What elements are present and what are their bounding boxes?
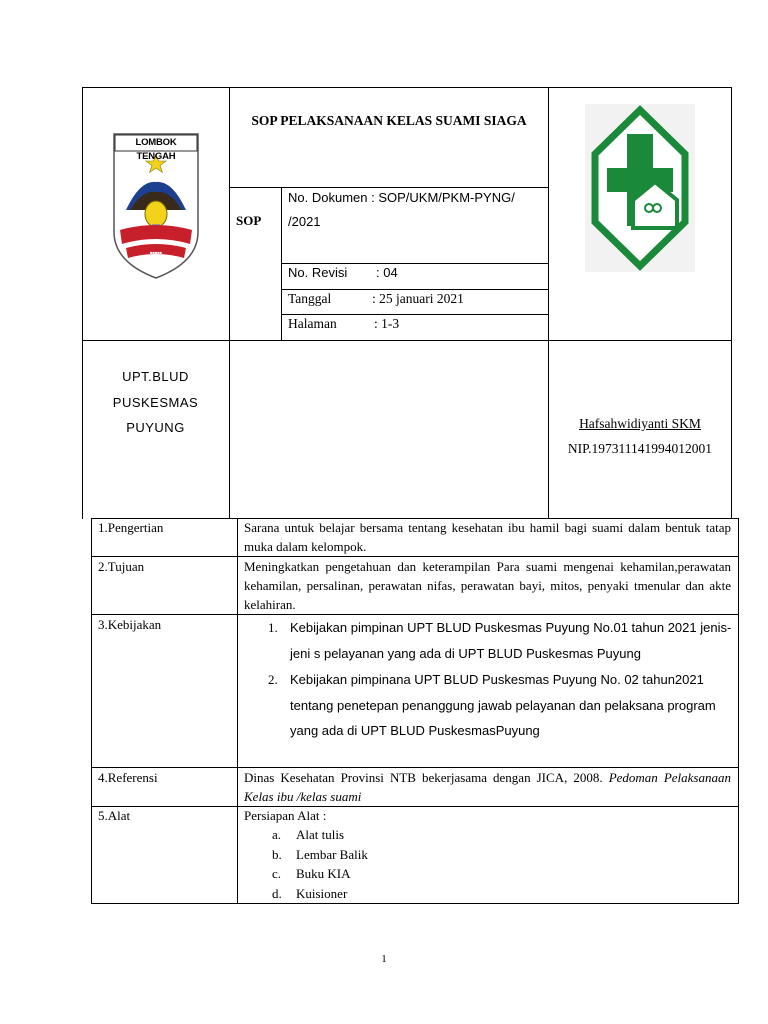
org-line-1: UPT.BLUD <box>122 369 189 384</box>
list-item <box>244 667 734 744</box>
org-name <box>82 364 229 441</box>
row-label-pengertian: 1.Pengertian <box>98 520 164 535</box>
revision-value: : 04 <box>376 265 398 280</box>
alat-intro: Persiapan Alat : <box>244 808 327 823</box>
list-letter: b. <box>272 846 282 862</box>
date-value: : 25 januari 2021 <box>372 291 464 306</box>
revision-label: No. Revisi <box>288 265 348 280</box>
list-letter: a. <box>272 827 282 842</box>
row-text-pengertian: Sarana untuk belajar bersama tentang kesehatan ibu hamil bagi suami dalam bentuk tatap muka dalam kelompok. <box>244 520 731 554</box>
alat-list <box>244 825 724 903</box>
list-text: Kebijakan pimpinan UPT BLUD Puskesmas Puyung No.01 tahun 2021 jenis-jeni s pelayanan yang ada di UPT BLUD Puskesmas Puyung <box>290 620 732 661</box>
list-number: 1. <box>268 620 278 635</box>
list-item <box>244 615 734 666</box>
document-title: SOP PELAKSANAAN KELAS SUAMI SIAGA <box>251 113 527 128</box>
signer-name: Hafsahwidiyanti SKM <box>579 416 701 431</box>
row-label-referensi: 4.Referensi <box>98 770 158 785</box>
list-text: Lembar Balik <box>296 846 368 862</box>
sop-label: SOP <box>236 213 262 228</box>
kebijakan-list <box>244 615 734 744</box>
row-label-tujuan: 2.Tujuan <box>98 559 145 574</box>
document-number: No. Dokumen : SOP/UKM/PKM-PYNG/ /2021 <box>288 190 515 229</box>
list-text: Kebijakan pimpinana UPT BLUD Puskesmas Puyung No. 02 tahun2021 tentang penetepan penanggung jawab pelayanan dan pelaksana program yang ada di UPT BLUD PuskesmasPuyung <box>290 672 716 738</box>
puskesmas-cross-icon <box>585 104 695 272</box>
org-line-3: PUYUNG <box>126 420 185 435</box>
puskesmas-logo <box>585 104 695 272</box>
page-number: 1 <box>381 953 387 965</box>
page-value: : 1-3 <box>374 316 400 331</box>
date-label: Tanggal <box>288 291 332 306</box>
signer-nip: NIP.197311141994012001 <box>567 441 713 456</box>
row-text-tujuan: Meningkatkan pengetahuan dan keterampilan Para suami mengenai kehamilan,perawatan kehamilan, persalinan, perawatan nifas, perawatan bayi, mitos, penyaki tmenular dan akte kelahiran. <box>244 559 731 612</box>
reference-title: Pedoman Pelaksanaan Kelas ibu /kelas suami <box>244 770 731 804</box>
lombok-tengah-logo <box>110 132 202 280</box>
logo-label: LOMBOK TENGAH <box>135 137 177 162</box>
svg-text:■■■■■: ■■■■■ <box>149 250 163 255</box>
list-letter: d. <box>272 885 282 901</box>
list-letter: c. <box>272 866 282 881</box>
list-item <box>244 825 724 845</box>
reference-text: Dinas Kesehatan Provinsi NTB bekerjasama dengan JICA, 2008. <box>244 770 609 785</box>
row-label-alat: 5.Alat <box>98 808 131 823</box>
list-text: Alat tulis <box>296 827 345 842</box>
row-text-referensi <box>244 768 731 806</box>
list-number: 2. <box>268 672 278 687</box>
list-item <box>244 864 724 884</box>
list-text: Kuisioner <box>296 885 348 901</box>
page-label: Halaman <box>288 316 337 331</box>
list-item <box>244 845 724 865</box>
row-label-kebijakan: 3.Kebijakan <box>98 617 162 632</box>
list-text: Buku KIA <box>296 866 351 881</box>
list-item <box>244 884 724 904</box>
org-line-2: PUSKESMAS <box>112 394 199 410</box>
